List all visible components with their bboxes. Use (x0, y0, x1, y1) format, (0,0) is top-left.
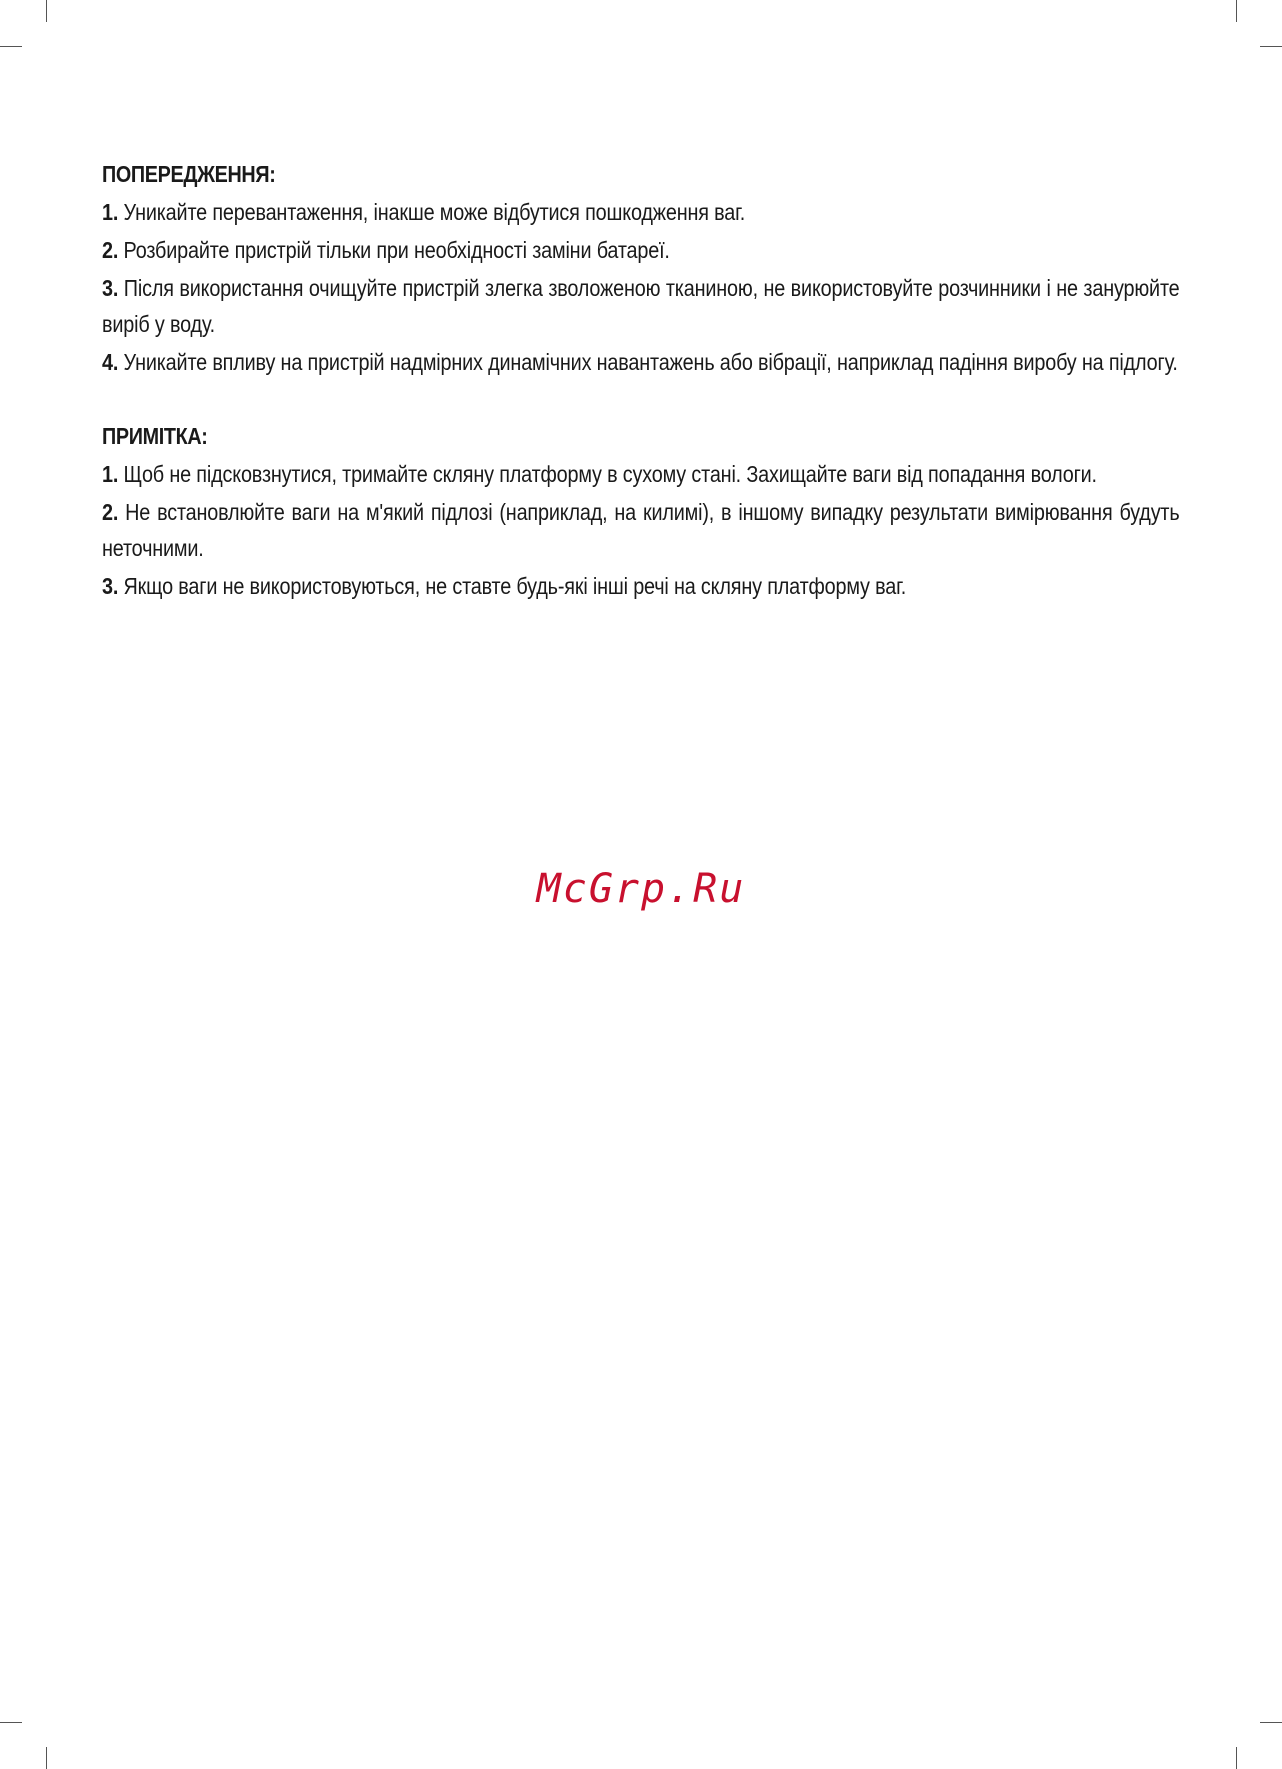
warning-item-1 (102, 194, 1180, 230)
item-number: 3. (102, 275, 119, 301)
crop-mark-bottom-left-h (0, 1722, 22, 1723)
item-number: 3. (102, 573, 119, 599)
crop-mark-bottom-right (1236, 1747, 1237, 1769)
item-number: 1. (102, 199, 119, 225)
item-text: Уникайте перевантаження, інакше може відбутися пошкодження ваг. (118, 199, 746, 225)
item-text: Якщо ваги не використовуються, не ставте будь-які інші речі на скляну платформу ваг. (118, 573, 907, 599)
warning-item-4 (102, 344, 1180, 380)
item-number: 4. (102, 349, 119, 375)
item-text: Уникайте впливу на пристрій надмірних динамічних навантажень або вібрації, наприклад падіння виробу на підлогу. (118, 349, 1178, 375)
item-text: Після використання очищуйте пристрій злегка зволоженою тканиною, не використовуйте розчинники і не занурюйте виріб у воду. (102, 275, 1180, 337)
item-text: Розбирайте пристрій тільки при необхідності заміни батареї. (118, 237, 670, 263)
crop-mark-top-right (1236, 0, 1237, 22)
note-item-2 (102, 494, 1180, 566)
warning-heading: ПОПЕРЕДЖЕННЯ: (102, 161, 276, 187)
warning-item-2 (102, 232, 1180, 268)
item-number: 2. (102, 499, 119, 525)
crop-mark-top-right-h (1260, 46, 1282, 47)
watermark: McGrp.Ru (536, 866, 746, 912)
document-body (102, 156, 1180, 604)
item-text: Щоб не підсковзнутися, тримайте скляну платформу в сухому стані. Захищайте ваги від попадання вологи. (118, 461, 1097, 487)
crop-mark-bottom-left (46, 1747, 47, 1769)
warning-section (102, 156, 1180, 380)
item-number: 1. (102, 461, 119, 487)
crop-mark-top-left-h (0, 46, 22, 47)
note-section (102, 418, 1180, 604)
warning-item-3 (102, 270, 1180, 342)
note-item-1 (102, 456, 1180, 492)
crop-mark-top-left (46, 0, 47, 22)
note-item-3 (102, 568, 1180, 604)
note-heading: ПРИМІТКА: (102, 423, 208, 449)
item-text: Не встановлюйте ваги на м'який підлозі (наприклад, на килимі), в іншому випадку результати вимірювання будуть неточними. (102, 499, 1180, 561)
crop-mark-bottom-right-h (1260, 1722, 1282, 1723)
item-number: 2. (102, 237, 119, 263)
